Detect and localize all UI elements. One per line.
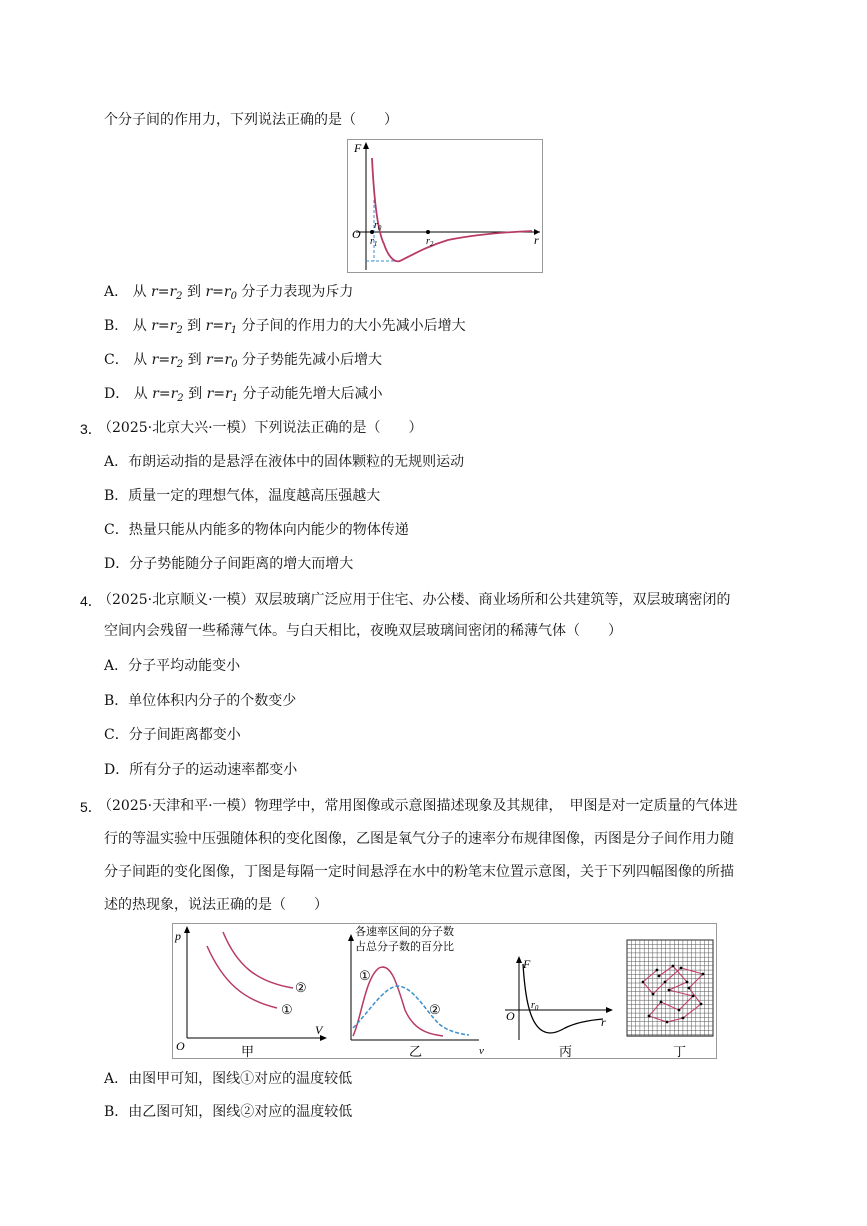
bing-axis-r: r <box>601 1015 606 1029</box>
option-3a[interactable]: A．布朗运动指的是悬浮在液体中的固体颗粒的无规则运动 <box>104 454 465 470</box>
ding-dot <box>688 987 691 990</box>
yi-label-2: ② <box>429 1002 441 1017</box>
ding-dot <box>702 973 705 976</box>
ding-dot <box>692 995 695 998</box>
ding-dot <box>682 1017 685 1020</box>
option-4a[interactable]: A．分子平均动能变小 <box>104 658 241 674</box>
yi-axis-v: v <box>479 1045 484 1057</box>
option-2a[interactable]: A． 从 $r=r_2$ 到 $r=r_0$ 分子力表现为斥力 <box>104 284 354 302</box>
ding-caption: 丁 <box>673 1045 687 1058</box>
ding-dot <box>648 1015 651 1018</box>
jia-axis-p: p <box>175 929 181 943</box>
option-4c[interactable]: C．分子间距离都变小 <box>104 727 241 743</box>
panel-jia <box>174 926 327 1058</box>
bing-axis-f: F <box>523 957 531 971</box>
ding-dot <box>656 969 659 972</box>
question-5-stem-line-1: （2025·天津和平·一模）物理学中，常用图像或示意图描述现象及其规律， 甲图是对一定质量的气体进 <box>98 798 738 814</box>
panel-yi <box>348 924 484 1058</box>
ding-dot <box>700 1003 703 1006</box>
panel-bing <box>505 956 613 1058</box>
question-5-stem-line-2: 行的等温实验中压强随体积的变化图像，乙图是氧气分子的速率分布规律图像，丙图是分子间作用力随 <box>104 831 734 847</box>
jia-curve-1 <box>207 946 277 1008</box>
panel-ding <box>627 940 713 1058</box>
question-4-stem-line-1: （2025·北京顺义·一模）双层玻璃广泛应用于住宅、办公楼、商业场所和公共建筑等，双层玻璃密闭的 <box>98 592 731 608</box>
force-curve <box>372 158 532 261</box>
question-4-stem-line-2: 空间内会残留一些稀薄气体。与白天相比，夜晚双层玻璃间密闭的稀薄气体（ ） <box>104 623 622 639</box>
question-3-stem: （2025·北京大兴·一模）下列说法正确的是（ ） <box>98 420 423 436</box>
ding-dot <box>664 981 667 984</box>
bing-r0-label: $r_0$ <box>531 1000 539 1012</box>
jia-caption: 甲 <box>241 1045 255 1058</box>
option-4d[interactable]: D．所有分子的运动速率都变小 <box>104 762 298 778</box>
jia-label-2: ② <box>295 980 307 995</box>
r2-label: $r_2$ <box>426 236 434 248</box>
option-2b[interactable]: B． 从 $r=r_2$ 到 $r=r_1$ 分子间的作用力的大小先减小后增大 <box>104 318 466 336</box>
bing-origin: O <box>506 1009 515 1023</box>
jia-curve-2 <box>223 932 293 988</box>
option-3c[interactable]: C．热量只能从内能多的物体向内能少的物体传递 <box>104 522 409 538</box>
r1-label: $r_1$ <box>370 236 378 248</box>
bing-curve <box>523 964 603 1033</box>
ding-dot <box>668 989 671 992</box>
jia-label-1: ① <box>281 1002 293 1017</box>
yi-title-line-1: 各速率区间的分子数 <box>355 925 454 938</box>
option-5a[interactable]: A．由图甲可知，图线①对应的温度较低 <box>104 1071 353 1087</box>
ding-dot <box>680 967 683 970</box>
yi-title-line-2: 占总分子数的百分比 <box>355 940 454 953</box>
question-5-stem-line-3: 分子间距的变化图像，丁图是每隔一定时间悬浮在水中的粉笔末位置示意图，关于下列四幅图像的所描 <box>104 864 734 880</box>
yi-label-1: ① <box>359 968 371 983</box>
question-2-stem-tail: 个分子间的作用力，下列说法正确的是（ ） <box>104 112 398 128</box>
option-3b[interactable]: B．质量一定的理想气体，温度越高压强越大 <box>104 488 381 504</box>
option-3d[interactable]: D．分子势能随分子间距离的增大而增大 <box>104 556 354 572</box>
question-4-number: 4． <box>80 593 102 609</box>
ding-dot <box>686 981 689 984</box>
ding-dot <box>666 1021 669 1024</box>
origin-label: O <box>352 227 361 241</box>
four-panel-figure <box>172 923 717 1059</box>
axis-label-f: F <box>354 141 362 155</box>
ding-dot <box>658 975 661 978</box>
r2-point <box>426 230 430 234</box>
axis-label-r: r <box>534 233 539 247</box>
yi-caption: 乙 <box>409 1045 423 1058</box>
option-2d[interactable]: D． 从 $r=r_2$ 到 $r=r_1$ 分子动能先增大后减小 <box>104 386 383 404</box>
r0-label: $r_0$ <box>374 220 382 232</box>
ding-dot <box>678 1009 681 1012</box>
bing-caption: 丙 <box>559 1045 573 1058</box>
option-4b[interactable]: B．单位体积内分子的个数变少 <box>104 693 297 709</box>
force-distance-figure <box>347 139 543 273</box>
question-5-stem-line-4: 述的热现象，说法正确的是（ ） <box>104 897 328 913</box>
option-2c[interactable]: C． 从 $r=r_2$ 到 $r=r_0$ 分子势能先减小后增大 <box>104 352 383 370</box>
jia-origin: O <box>176 1039 185 1053</box>
question-3-number: 3． <box>80 421 102 437</box>
yi-curve-2 <box>353 986 469 1035</box>
ding-dot <box>642 981 645 984</box>
ding-dot <box>660 1001 663 1004</box>
ding-dot <box>652 993 655 996</box>
option-5b[interactable]: B．由乙图可知，图线②对应的温度较低 <box>104 1104 353 1120</box>
question-5-number: 5． <box>80 799 102 815</box>
ding-dot <box>672 965 675 968</box>
jia-axis-v: V <box>315 1023 323 1037</box>
